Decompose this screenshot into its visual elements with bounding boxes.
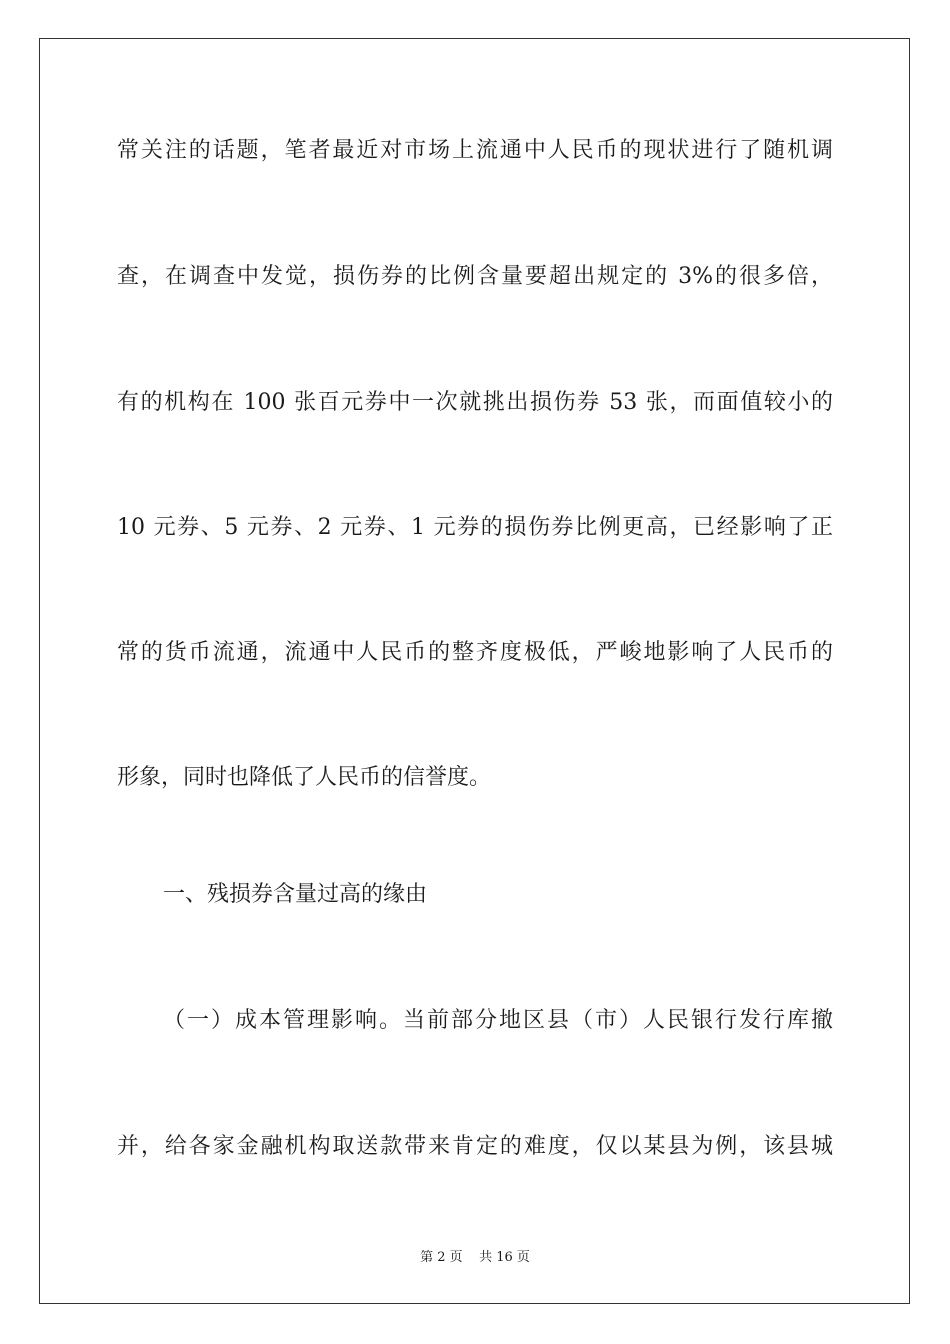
body-text-line-3: 有的机构在 100 张百元券中一次就挑出损伤券 53 张，而面值较小的 — [117, 390, 833, 415]
body-text-line-1: 常关注的话题，笔者最近对市场上流通中人民币的现状进行了随机调 — [117, 138, 833, 163]
body-text-line-5: 常的货币流通，流通中人民币的整齐度极低，严峻地影响了人民币的 — [117, 640, 833, 665]
page-number-footer: 第 2 页 共 16 页 — [420, 1250, 530, 1265]
body-text-line-8: （一）成本管理影响。当前部分地区县（市）人民银行发行库撤 — [163, 1008, 833, 1033]
body-text-line-2: 查，在调查中发觉，损伤券的比例含量要超出规定的 3%的很多倍， — [117, 264, 833, 289]
body-text-line-4: 10 元券、5 元券、2 元券、1 元券的损伤券比例更高，已经影响了正 — [117, 515, 833, 540]
body-text-line-9: 并，给各家金融机构取送款带来肯定的难度，仅以某县为例，该县城 — [117, 1134, 833, 1159]
body-text-line-6: 形象，同时也降低了人民币的信誉度。 — [117, 765, 492, 790]
section-heading: 一、残损券含量过高的缘由 — [163, 882, 428, 907]
